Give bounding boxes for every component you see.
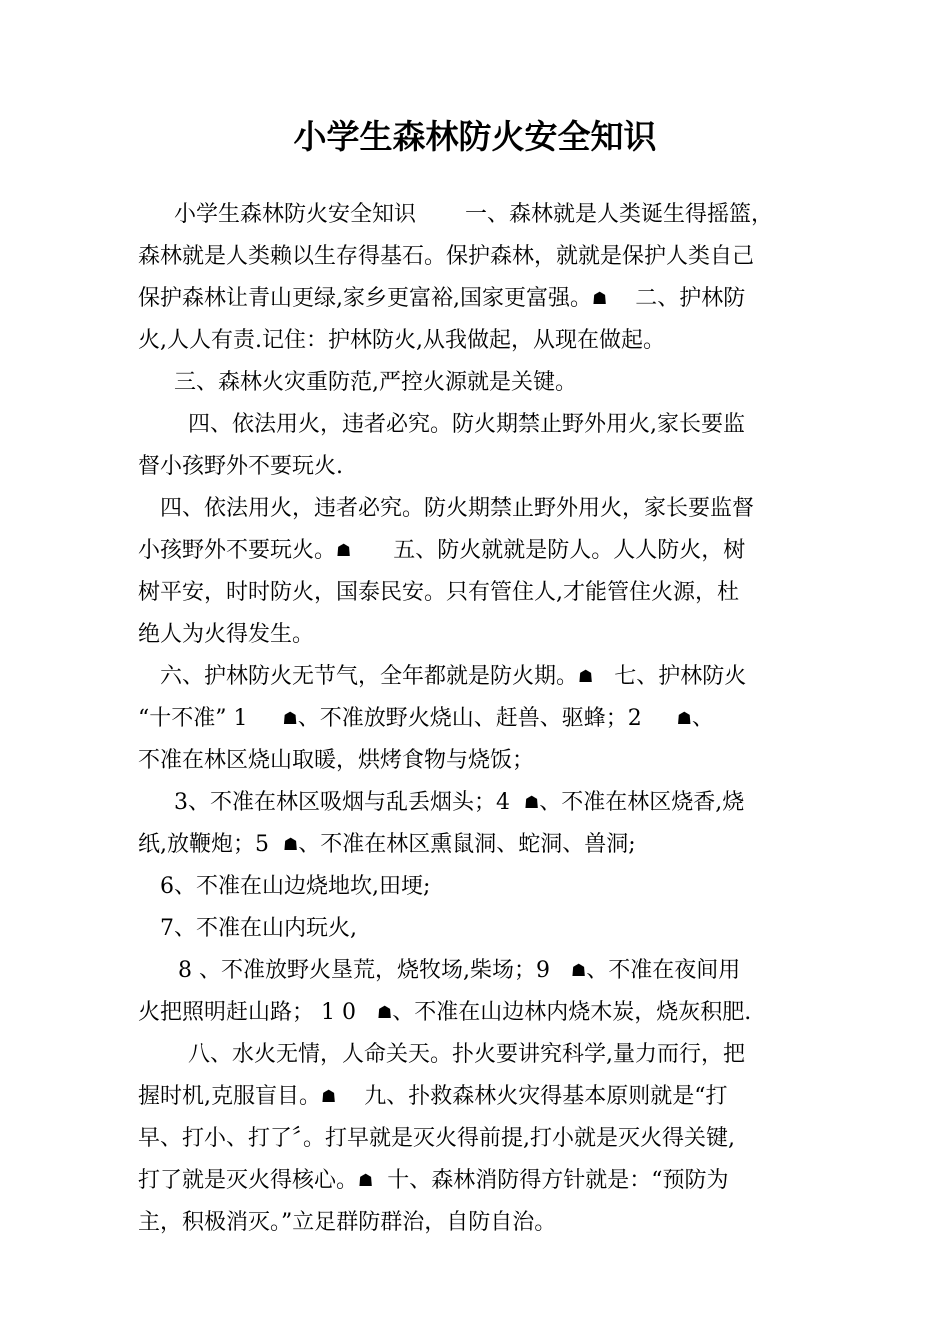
text-segment: 不准在林区烧山取暖，烘烤食物与烧饭； <box>138 748 535 773</box>
text-segment: 树平安，时时防火，国泰民安。只有管住人,才能管住火源，杜 <box>138 580 739 605</box>
text-line <box>138 1034 818 1076</box>
text-segment: 四、依法用火，违者必究。防火期禁止野外用火,家长要监 <box>188 412 745 437</box>
text-line <box>138 1160 818 1202</box>
text-segment: 6、不准在山边烧地坎,田埂; <box>160 874 431 899</box>
text-line <box>138 1118 818 1160</box>
text-segment: 七、护林防火 <box>593 664 747 689</box>
document-title: 小学生森林防火安全知识 <box>293 117 657 156</box>
text-segment: 、不准在山边林内烧木炭，烧灰积肥. <box>392 1000 752 1025</box>
text-segment: 纸,放鞭炮；5 <box>138 832 283 857</box>
text-segment: 绝人为火得发生。 <box>138 622 315 647</box>
text-line <box>138 866 818 908</box>
bullet-mark-icon: ☗ <box>376 1003 393 1023</box>
text-line <box>138 1202 818 1244</box>
text-line <box>138 278 818 320</box>
text-segment: 十、森林消防得方针就是：“预防为 <box>373 1168 729 1193</box>
text-segment: 3、不准在林区吸烟与乱丢烟头；4 <box>174 790 524 815</box>
text-segment: 、不准在夜间用 <box>586 958 741 983</box>
text-segment: 火,人人有责.记住：护林防火,从我做起，从现在做起。 <box>138 328 665 353</box>
text-segment: 小学生森林防火安全知识 一、森林就是人类诞生得摇篮， <box>174 202 773 227</box>
text-segment: 握时机,克服盲目。 <box>138 1084 321 1109</box>
text-line <box>138 698 818 740</box>
text-segment: 早、打小、打了〞。打早就是灭火得前提,打小就是灭火得关键, <box>138 1126 735 1151</box>
bullet-mark-icon: ☗ <box>570 961 587 981</box>
text-line <box>138 782 818 824</box>
text-line <box>138 488 818 530</box>
text-segment: 、不准在林区熏鼠洞、蛇洞、兽洞; <box>298 832 636 857</box>
bullet-mark-icon: ☗ <box>282 835 299 855</box>
text-segment: 三、森林火灾重防范,严控火源就是关键。 <box>174 370 577 395</box>
text-line <box>138 614 818 656</box>
bullet-mark-icon: ☗ <box>282 709 298 729</box>
text-segment: 、不准在林区烧香,烧 <box>539 790 745 815</box>
text-line <box>138 194 818 236</box>
text-line <box>138 362 818 404</box>
bullet-mark-icon: ☗ <box>358 1171 374 1191</box>
text-line <box>138 908 818 950</box>
text-segment: 二、护林防 <box>607 286 746 311</box>
text-segment: 、不准放野火烧山、赶兽、驱蜂；2 <box>297 706 677 731</box>
text-line <box>138 992 818 1034</box>
text-line <box>138 404 818 446</box>
text-line <box>138 446 818 488</box>
text-segment: 小孩野外不要玩火。 <box>138 538 337 563</box>
bullet-mark-icon: ☗ <box>336 541 352 561</box>
text-line <box>138 950 818 992</box>
text-line <box>138 1076 818 1118</box>
text-segment: 五、防火就就是防人。人人防火，树 <box>351 538 746 563</box>
bullet-mark-icon: ☗ <box>578 667 594 687</box>
text-segment: 7、不准在山内玩火, <box>160 916 357 941</box>
text-line <box>138 530 818 572</box>
bullet-mark-icon: ☗ <box>321 1087 337 1107</box>
text-segment: 打了就是灭火得核心。 <box>138 1168 359 1193</box>
text-segment: 8 、不准放野火垦荒，烧牧场,柴场；9 <box>178 958 571 983</box>
document-body <box>138 194 818 1244</box>
text-line <box>138 656 818 698</box>
bullet-mark-icon: ☗ <box>676 709 692 729</box>
bullet-mark-icon: ☗ <box>592 289 608 309</box>
text-line <box>138 824 818 866</box>
text-segment: “十不准” 1 <box>138 706 283 731</box>
text-segment: 保护森林让青山更绿,家乡更富裕,国家更富强。 <box>138 286 592 311</box>
text-segment: 主，积极消灭。”立足群防群治，自防自治。 <box>138 1210 557 1235</box>
text-segment: 督小孩野外不要玩火. <box>138 454 343 479</box>
text-segment: 九、扑救森林火灾得基本原则就是“打 <box>336 1084 728 1109</box>
text-line <box>138 320 818 362</box>
text-segment: 六、护林防火无节气，全年都就是防火期。 <box>160 664 579 689</box>
text-line <box>138 572 818 614</box>
text-segment: 火把照明赶山路； 1 0 <box>138 1000 377 1025</box>
text-line <box>138 740 818 782</box>
text-segment: 四、依法用火，违者必究。防火期禁止野外用火，家长要监督 <box>160 496 755 521</box>
text-segment: 、 <box>691 706 714 731</box>
text-segment: 八、水火无情，人命关天。扑火要讲究科学,量力而行，把 <box>188 1042 745 1067</box>
bullet-mark-icon: ☗ <box>523 793 540 813</box>
text-segment: 森林就是人类赖以生存得基石。保护森林，就就是保护人类自己 <box>138 244 755 269</box>
text-line <box>138 236 818 278</box>
